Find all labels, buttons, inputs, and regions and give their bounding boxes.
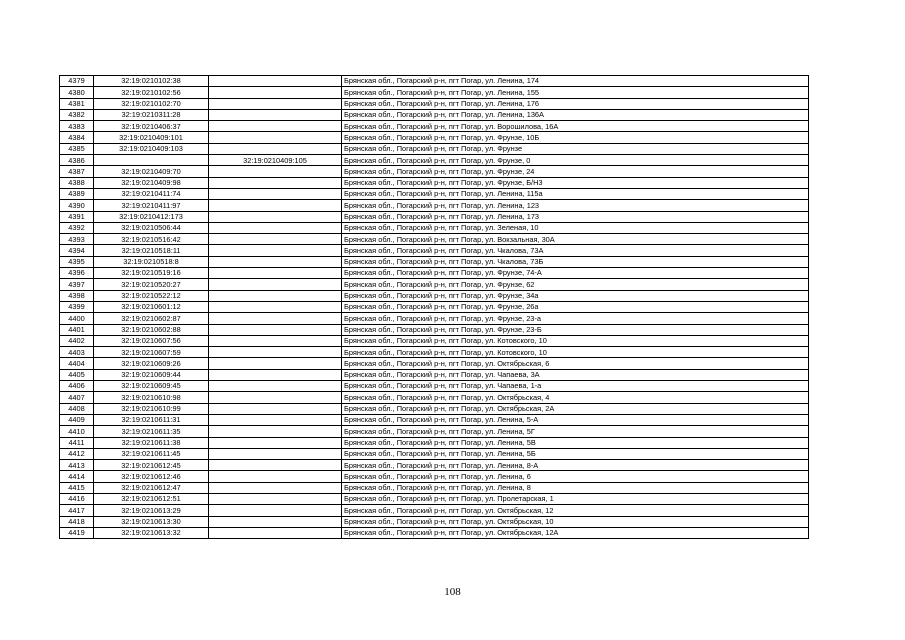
address-cell: Брянская обл., Погарский р-н, пгт Погар, ул. Ленина, 5Б <box>342 448 809 459</box>
address-cell: Брянская обл., Погарский р-н, пгт Погар, ул. Ленина, 6 <box>342 471 809 482</box>
row-number-cell: 4397 <box>60 279 94 290</box>
address-cell: Брянская обл., Погарский р-н, пгт Погар, ул. Фрунзе, 0 <box>342 155 809 166</box>
table-row <box>60 527 809 538</box>
address-cell: Брянская обл., Погарский р-н, пгт Погар, ул. Ленина, 5Г <box>342 426 809 437</box>
cadastral-number-cell: 32:19:0210102:70 <box>94 98 209 109</box>
cadastral-number-cell: 32:19:0210611:35 <box>94 426 209 437</box>
row-number-cell: 4393 <box>60 234 94 245</box>
address-cell: Брянская обл., Погарский р-н, пгт Погар, ул. Фрунзе, 74-А <box>342 268 809 279</box>
cadastral-number-alt-cell <box>209 369 342 380</box>
table-row <box>60 279 809 290</box>
cadastral-number-cell: 32:19:0210613:32 <box>94 527 209 538</box>
table-row <box>60 211 809 222</box>
cadastral-number-alt-cell <box>209 460 342 471</box>
cadastral-number-cell: 32:19:0210409:70 <box>94 166 209 177</box>
address-cell: Брянская обл., Погарский р-н, пгт Погар, ул. Октябрьская, 2А <box>342 403 809 414</box>
row-number-cell: 4403 <box>60 347 94 358</box>
cadastral-number-alt-cell <box>209 426 342 437</box>
table-row <box>60 471 809 482</box>
cadastral-number-alt-cell <box>209 76 342 87</box>
cadastral-number-cell: 32:19:0210412:173 <box>94 211 209 222</box>
cadastral-number-alt-cell <box>209 87 342 98</box>
row-number-cell: 4383 <box>60 121 94 132</box>
row-number-cell: 4394 <box>60 245 94 256</box>
address-cell: Брянская обл., Погарский р-н, пгт Погар, ул. Чапаева, 3А <box>342 369 809 380</box>
row-number-cell: 4411 <box>60 437 94 448</box>
cadastral-number-cell: 32:19:0210607:56 <box>94 335 209 346</box>
address-cell: Брянская обл., Погарский р-н, пгт Погар, ул. Ленина, 5-А <box>342 414 809 425</box>
cadastral-number-alt-cell <box>209 200 342 211</box>
property-table <box>59 75 809 539</box>
row-number-cell: 4406 <box>60 381 94 392</box>
cadastral-number-alt-cell <box>209 313 342 324</box>
row-number-cell: 4402 <box>60 335 94 346</box>
cadastral-number-cell: 32:19:0210406:37 <box>94 121 209 132</box>
cadastral-number-alt-cell: 32:19:0210409:105 <box>209 155 342 166</box>
row-number-cell: 4407 <box>60 392 94 403</box>
row-number-cell: 4395 <box>60 256 94 267</box>
row-number-cell: 4380 <box>60 87 94 98</box>
address-cell: Брянская обл., Погарский р-н, пгт Погар, ул. Фрунзе, 10Б <box>342 132 809 143</box>
cadastral-number-cell: 32:19:0210602:87 <box>94 313 209 324</box>
table-row <box>60 222 809 233</box>
table-body <box>60 76 809 539</box>
table-row <box>60 290 809 301</box>
row-number-cell: 4389 <box>60 188 94 199</box>
cadastral-number-cell: 32:19:0210601:12 <box>94 301 209 312</box>
table-row <box>60 414 809 425</box>
cadastral-number-alt-cell <box>209 121 342 132</box>
table-row <box>60 482 809 493</box>
row-number-cell: 4408 <box>60 403 94 414</box>
row-number-cell: 4392 <box>60 222 94 233</box>
address-cell: Брянская обл., Погарский р-н, пгт Погар, ул. Октябрьская, 4 <box>342 392 809 403</box>
table-row <box>60 505 809 516</box>
table-row <box>60 369 809 380</box>
row-number-cell: 4379 <box>60 76 94 87</box>
address-cell: Брянская обл., Погарский р-н, пгт Погар, ул. Ленина, 155 <box>342 87 809 98</box>
cadastral-number-cell: 32:19:0210613:29 <box>94 505 209 516</box>
address-cell: Брянская обл., Погарский р-н, пгт Погар, ул. Котовского, 10 <box>342 347 809 358</box>
cadastral-number-cell: 32:19:0210613:30 <box>94 516 209 527</box>
table-row <box>60 200 809 211</box>
address-cell: Брянская обл., Погарский р-н, пгт Погар, ул. Ленина, 136А <box>342 109 809 120</box>
table-row <box>60 245 809 256</box>
cadastral-number-alt-cell <box>209 324 342 335</box>
cadastral-number-alt-cell <box>209 403 342 414</box>
table-row <box>60 155 809 166</box>
address-cell: Брянская обл., Погарский р-н, пгт Погар, ул. Фрунзе, 34а <box>342 290 809 301</box>
address-cell: Брянская обл., Погарский р-н, пгт Погар, ул. Ленина, 174 <box>342 76 809 87</box>
table-row <box>60 335 809 346</box>
cadastral-number-cell: 32:19:0210612:47 <box>94 482 209 493</box>
row-number-cell: 4410 <box>60 426 94 437</box>
address-cell: Брянская обл., Погарский р-н, пгт Погар, ул. Октябрьская, 12 <box>342 505 809 516</box>
cadastral-number-cell: 32:19:0210409:98 <box>94 177 209 188</box>
table-row <box>60 437 809 448</box>
table-row <box>60 448 809 459</box>
cadastral-number-cell: 32:19:0210612:45 <box>94 460 209 471</box>
cadastral-number-cell: 32:19:0210609:45 <box>94 381 209 392</box>
cadastral-number-cell: 32:19:0210409:103 <box>94 143 209 154</box>
table-row <box>60 516 809 527</box>
address-cell: Брянская обл., Погарский р-н, пгт Погар, ул. Фрунзе, 24 <box>342 166 809 177</box>
row-number-cell: 4412 <box>60 448 94 459</box>
table-row <box>60 143 809 154</box>
cadastral-number-alt-cell <box>209 448 342 459</box>
address-cell: Брянская обл., Погарский р-н, пгт Погар, ул. Котовского, 10 <box>342 335 809 346</box>
row-number-cell: 4390 <box>60 200 94 211</box>
cadastral-number-alt-cell <box>209 471 342 482</box>
cadastral-number-alt-cell <box>209 188 342 199</box>
row-number-cell: 4405 <box>60 369 94 380</box>
address-cell: Брянская обл., Погарский р-н, пгт Погар, ул. Фрунзе, 23-Б <box>342 324 809 335</box>
cadastral-number-cell: 32:19:0210518:11 <box>94 245 209 256</box>
cadastral-number-cell: 32:19:0210611:45 <box>94 448 209 459</box>
row-number-cell: 4385 <box>60 143 94 154</box>
table-row <box>60 256 809 267</box>
cadastral-number-alt-cell <box>209 234 342 245</box>
row-number-cell: 4398 <box>60 290 94 301</box>
cadastral-number-cell: 32:19:0210516:42 <box>94 234 209 245</box>
cadastral-number-cell: 32:19:0210609:26 <box>94 358 209 369</box>
row-number-cell: 4418 <box>60 516 94 527</box>
address-cell: Брянская обл., Погарский р-н, пгт Погар, ул. Ленина, 115а <box>342 188 809 199</box>
cadastral-number-cell: 32:19:0210607:59 <box>94 347 209 358</box>
row-number-cell: 4414 <box>60 471 94 482</box>
cadastral-number-cell <box>94 155 209 166</box>
address-cell: Брянская обл., Погарский р-н, пгт Погар, ул. Ворошилова, 16А <box>342 121 809 132</box>
cadastral-number-cell: 32:19:0210611:31 <box>94 414 209 425</box>
cadastral-number-cell: 32:19:0210506:44 <box>94 222 209 233</box>
cadastral-number-alt-cell <box>209 166 342 177</box>
cadastral-number-cell: 32:19:0210411:74 <box>94 188 209 199</box>
row-number-cell: 4388 <box>60 177 94 188</box>
address-cell: Брянская обл., Погарский р-н, пгт Погар, ул. Пролетарская, 1 <box>342 493 809 504</box>
table-row <box>60 301 809 312</box>
row-number-cell: 4381 <box>60 98 94 109</box>
address-cell: Брянская обл., Погарский р-н, пгт Погар, ул. Фрунзе, Б/Н3 <box>342 177 809 188</box>
address-cell: Брянская обл., Погарский р-н, пгт Погар, ул. Фрунзе, 62 <box>342 279 809 290</box>
table-row <box>60 313 809 324</box>
cadastral-number-alt-cell <box>209 222 342 233</box>
cadastral-number-cell: 32:19:0210611:38 <box>94 437 209 448</box>
cadastral-number-cell: 32:19:0210609:44 <box>94 369 209 380</box>
cadastral-number-alt-cell <box>209 414 342 425</box>
table-row <box>60 87 809 98</box>
table-row <box>60 268 809 279</box>
address-cell: Брянская обл., Погарский р-н, пгт Погар, ул. Ленина, 8-А <box>342 460 809 471</box>
row-number-cell: 4382 <box>60 109 94 120</box>
row-number-cell: 4386 <box>60 155 94 166</box>
table-row <box>60 121 809 132</box>
cadastral-number-alt-cell <box>209 381 342 392</box>
cadastral-number-cell: 32:19:0210409:101 <box>94 132 209 143</box>
address-cell: Брянская обл., Погарский р-н, пгт Погар, ул. Ленина, 176 <box>342 98 809 109</box>
table-row <box>60 188 809 199</box>
address-cell: Брянская обл., Погарский р-н, пгт Погар, ул. Зеленая, 10 <box>342 222 809 233</box>
cadastral-number-alt-cell <box>209 505 342 516</box>
row-number-cell: 4404 <box>60 358 94 369</box>
cadastral-number-alt-cell <box>209 268 342 279</box>
cadastral-number-alt-cell <box>209 279 342 290</box>
page-number: 108 <box>444 586 461 598</box>
table-row <box>60 132 809 143</box>
table-row <box>60 381 809 392</box>
address-cell: Брянская обл., Погарский р-н, пгт Погар, ул. Октябрьская, 12А <box>342 527 809 538</box>
row-number-cell: 4384 <box>60 132 94 143</box>
cadastral-number-alt-cell <box>209 335 342 346</box>
cadastral-number-alt-cell <box>209 527 342 538</box>
address-cell: Брянская обл., Погарский р-н, пгт Погар, ул. Фрунзе, 26а <box>342 301 809 312</box>
cadastral-number-alt-cell <box>209 143 342 154</box>
cadastral-number-alt-cell <box>209 290 342 301</box>
row-number-cell: 4400 <box>60 313 94 324</box>
cadastral-number-alt-cell <box>209 177 342 188</box>
cadastral-number-cell: 32:19:0210518:8 <box>94 256 209 267</box>
address-cell: Брянская обл., Погарский р-н, пгт Погар, ул. Чкалова, 73А <box>342 245 809 256</box>
address-cell: Брянская обл., Погарский р-н, пгт Погар, ул. Октябрьская, 6 <box>342 358 809 369</box>
address-cell: Брянская обл., Погарский р-н, пгт Погар, ул. Ленина, 8 <box>342 482 809 493</box>
cadastral-number-cell: 32:19:0210102:56 <box>94 87 209 98</box>
row-number-cell: 4401 <box>60 324 94 335</box>
address-cell: Брянская обл., Погарский р-н, пгт Погар, ул. Фрунзе <box>342 143 809 154</box>
row-number-cell: 4417 <box>60 505 94 516</box>
cadastral-number-alt-cell <box>209 109 342 120</box>
cadastral-number-cell: 32:19:0210610:99 <box>94 403 209 414</box>
row-number-cell: 4413 <box>60 460 94 471</box>
row-number-cell: 4399 <box>60 301 94 312</box>
cadastral-number-alt-cell <box>209 211 342 222</box>
cadastral-number-alt-cell <box>209 132 342 143</box>
table-row <box>60 347 809 358</box>
table-row <box>60 460 809 471</box>
table-row <box>60 358 809 369</box>
row-number-cell: 4416 <box>60 493 94 504</box>
cadastral-number-cell: 32:19:0210610:98 <box>94 392 209 403</box>
table-row <box>60 98 809 109</box>
cadastral-number-cell: 32:19:0210519:16 <box>94 268 209 279</box>
cadastral-number-alt-cell <box>209 347 342 358</box>
address-cell: Брянская обл., Погарский р-н, пгт Погар, ул. Ленина, 5В <box>342 437 809 448</box>
table-row <box>60 109 809 120</box>
table-row <box>60 324 809 335</box>
cadastral-number-alt-cell <box>209 301 342 312</box>
row-number-cell: 4396 <box>60 268 94 279</box>
address-cell: Брянская обл., Погарский р-н, пгт Погар, ул. Вокзальная, 30А <box>342 234 809 245</box>
cadastral-number-alt-cell <box>209 98 342 109</box>
row-number-cell: 4409 <box>60 414 94 425</box>
address-cell: Брянская обл., Погарский р-н, пгт Погар, ул. Ленина, 173 <box>342 211 809 222</box>
cadastral-number-alt-cell <box>209 437 342 448</box>
cadastral-number-alt-cell <box>209 256 342 267</box>
table-row <box>60 403 809 414</box>
cadastral-number-cell: 32:19:0210102:38 <box>94 76 209 87</box>
cadastral-number-alt-cell <box>209 392 342 403</box>
cadastral-number-cell: 32:19:0210602:88 <box>94 324 209 335</box>
cadastral-number-cell: 32:19:0210411:97 <box>94 200 209 211</box>
table-row <box>60 166 809 177</box>
address-cell: Брянская обл., Погарский р-н, пгт Погар, ул. Чапаева, 1-а <box>342 381 809 392</box>
table-row <box>60 177 809 188</box>
address-cell: Брянская обл., Погарский р-н, пгт Погар, ул. Октябрьская, 10 <box>342 516 809 527</box>
cadastral-number-cell: 32:19:0210612:51 <box>94 493 209 504</box>
address-cell: Брянская обл., Погарский р-н, пгт Погар, ул. Фрунзе, 23-а <box>342 313 809 324</box>
cadastral-number-cell: 32:19:0210311:28 <box>94 109 209 120</box>
address-cell: Брянская обл., Погарский р-н, пгт Погар, ул. Ленина, 123 <box>342 200 809 211</box>
table-row <box>60 76 809 87</box>
cadastral-number-alt-cell <box>209 516 342 527</box>
table-row <box>60 493 809 504</box>
table-row <box>60 234 809 245</box>
row-number-cell: 4387 <box>60 166 94 177</box>
cadastral-number-alt-cell <box>209 245 342 256</box>
cadastral-number-alt-cell <box>209 493 342 504</box>
cadastral-number-alt-cell <box>209 482 342 493</box>
table-row <box>60 426 809 437</box>
cadastral-number-cell: 32:19:0210520:27 <box>94 279 209 290</box>
table-row <box>60 392 809 403</box>
cadastral-number-alt-cell <box>209 358 342 369</box>
cadastral-number-cell: 32:19:0210522:12 <box>94 290 209 301</box>
row-number-cell: 4415 <box>60 482 94 493</box>
row-number-cell: 4391 <box>60 211 94 222</box>
row-number-cell: 4419 <box>60 527 94 538</box>
cadastral-number-cell: 32:19:0210612:46 <box>94 471 209 482</box>
address-cell: Брянская обл., Погарский р-н, пгт Погар, ул. Чкалова, 73Б <box>342 256 809 267</box>
